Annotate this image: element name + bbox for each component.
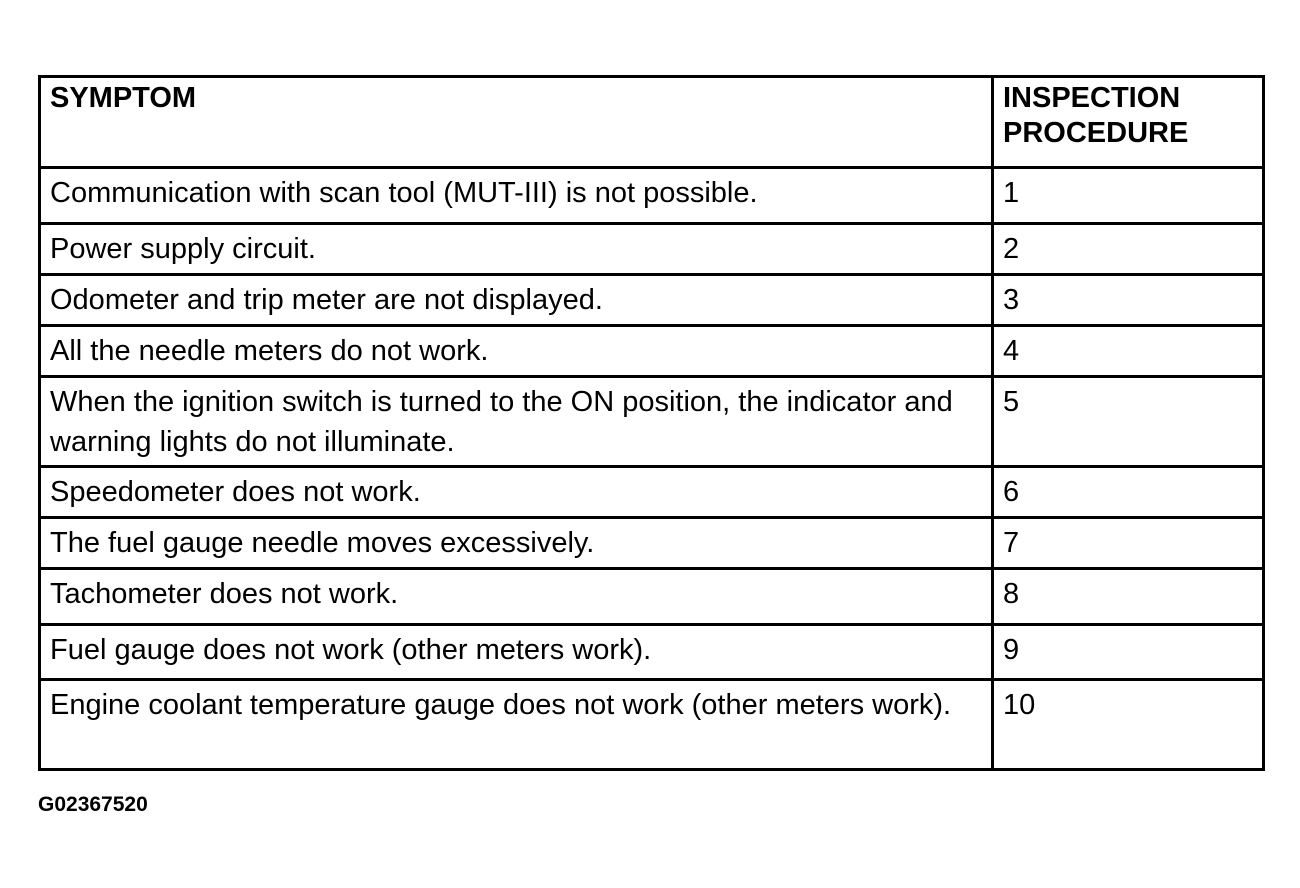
table-row: [40, 518, 1264, 569]
symptom-cell: All the needle meters do not work.: [40, 326, 993, 377]
table-row: [40, 377, 1264, 467]
symptom-cell: Power supply circuit.: [40, 224, 993, 275]
symptom-table-container: [38, 75, 1262, 771]
symptom-cell: Fuel gauge does not work (other meters work).: [40, 625, 993, 680]
procedure-cell: 2: [993, 224, 1264, 275]
procedure-cell: 10: [993, 680, 1264, 770]
procedure-cell: 3: [993, 275, 1264, 326]
symptom-cell: Communication with scan tool (MUT-III) is not possible.: [40, 168, 993, 224]
table-row: [40, 168, 1264, 224]
table-row: [40, 569, 1264, 625]
symptom-cell: Tachometer does not work.: [40, 569, 993, 625]
figure-code: G02367520: [38, 793, 148, 816]
table-row: [40, 224, 1264, 275]
header-inspection-procedure: INSPECTION PROCEDURE: [993, 77, 1264, 168]
procedure-cell: 9: [993, 625, 1264, 680]
procedure-cell: 8: [993, 569, 1264, 625]
symptom-cell: Engine coolant temperature gauge does not work (other meters work).: [40, 680, 993, 770]
table-row: [40, 625, 1264, 680]
table-row: [40, 680, 1264, 770]
symptom-cell: The fuel gauge needle moves excessively.: [40, 518, 993, 569]
table-row: [40, 326, 1264, 377]
header-symptom: SYMPTOM: [40, 77, 993, 168]
procedure-cell: 7: [993, 518, 1264, 569]
symptom-table: [38, 75, 1265, 771]
procedure-cell: 1: [993, 168, 1264, 224]
table-row: [40, 467, 1264, 518]
table-row: [40, 275, 1264, 326]
symptom-cell: Odometer and trip meter are not displayed.: [40, 275, 993, 326]
symptom-cell: Speedometer does not work.: [40, 467, 993, 518]
symptom-cell: When the ignition switch is turned to the ON position, the indicator and warning lights do not illuminate.: [40, 377, 993, 467]
procedure-cell: 4: [993, 326, 1264, 377]
table-header-row: [40, 77, 1264, 168]
procedure-cell: 6: [993, 467, 1264, 518]
procedure-cell: 5: [993, 377, 1264, 467]
